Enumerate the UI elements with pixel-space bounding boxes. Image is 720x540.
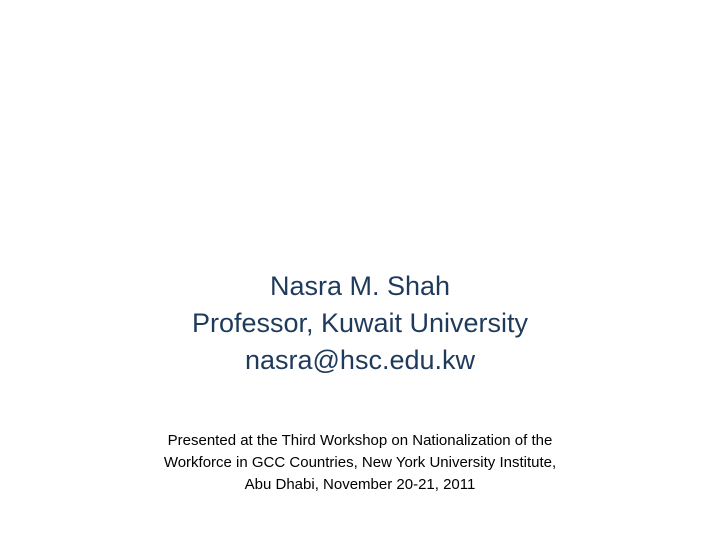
presentation-note-line-3: Abu Dhabi, November 20-21, 2011	[244, 476, 476, 493]
presentation-note	[0, 430, 720, 496]
presentation-note-line-1: Presented at the Third Workshop on Nationalization of the	[167, 432, 553, 449]
author-name: Nasra M. Shah	[269, 271, 451, 301]
author-block	[0, 268, 720, 379]
author-email: nasra@hsc.edu.kw	[244, 345, 475, 375]
author-title: Professor, Kuwait University	[191, 308, 529, 338]
presentation-note-line-2: Workforce in GCC Countries, New York University Institute,	[163, 454, 557, 471]
